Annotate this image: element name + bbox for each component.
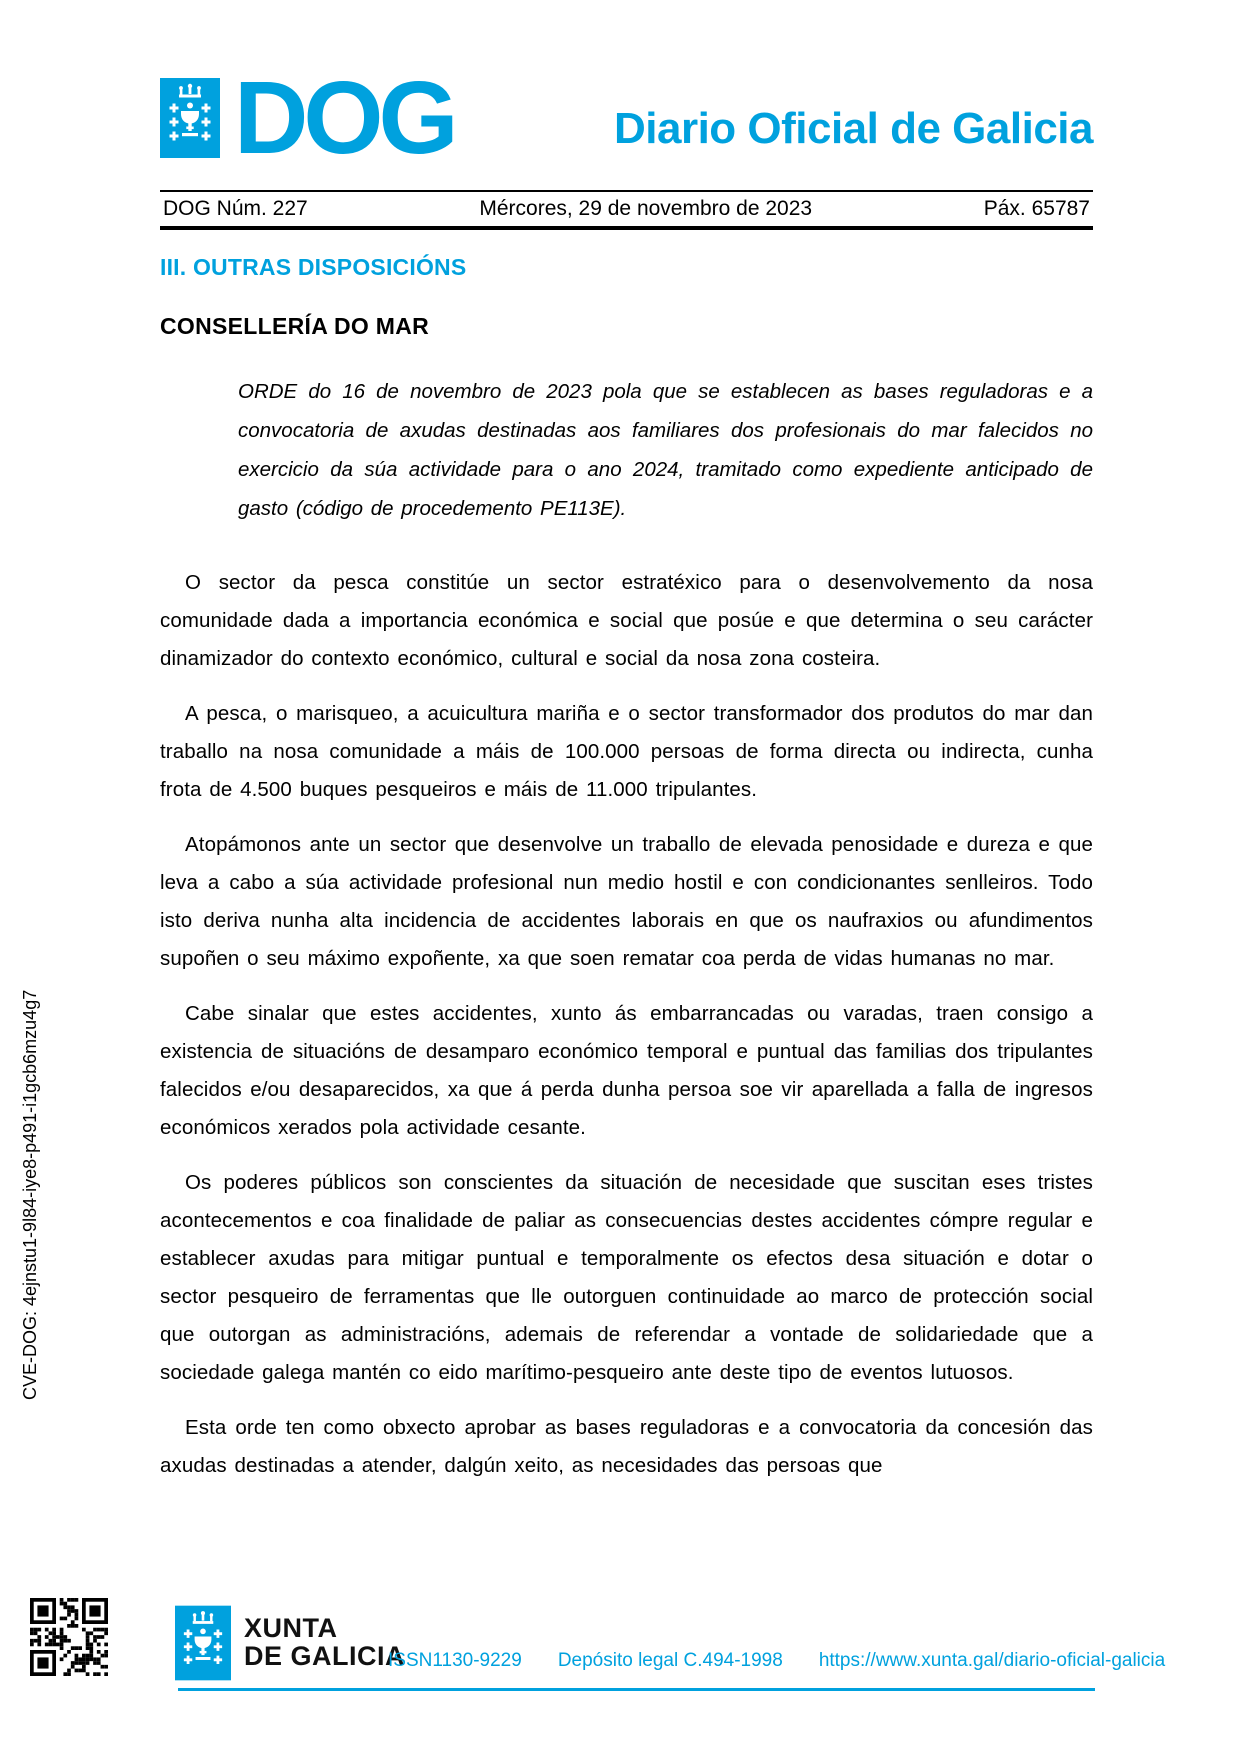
body-paragraph: O sector da pesca constitúe un sector estratéxico para o desenvolvemento da nosa comunidade dada a importancia económica e social que posúe e que determina o seu carácter dinamizador do contexto económico, cultural e social da nosa zona costeira. xyxy=(160,571,1093,670)
issue-metabar xyxy=(160,190,1093,230)
dog-wordmark: DOG xyxy=(234,60,454,175)
issue-number: DOG Núm. 227 xyxy=(163,197,308,220)
galician-shield-icon xyxy=(160,78,220,158)
xunta-logo-line2: DE GALICIA xyxy=(244,1641,406,1671)
order-title: ORDE do 16 de novembro de 2023 pola que se establecen as bases reguladoras e a convocatoria de axudas destinadas aos familiares dos profesionais do mar falecidos no exercicio da súa actividade para o ano 2024, tramitado como expediente anticipado de gasto (código de procedemento PE113E). xyxy=(238,380,1093,520)
footer-accent-rule xyxy=(178,1688,1095,1691)
journal-url-link[interactable]: https://www.xunta.gal/diario-oficial-galicia xyxy=(818,1650,1166,1671)
xunta-logo-line1: XUNTA xyxy=(244,1613,338,1643)
qr-code xyxy=(30,1598,108,1676)
body-paragraph: Os poderes públicos son conscientes da situación de necesidade que suscitan eses tristes acontecementos e coa finalidade de paliar as consecuencias destes accidentes cómpre regular e establecer axudas para mitigar puntual e temporalmente os efectos desa situación e dotar o sector pesqueiro de ferramentas que lle outorguen continuidade ao marco de protección social que outorgan as administracións, ademais de referendar a vontade de solidariedade que a sociedade galega mantén co eido marítimo-pesqueiro ante deste tipo de eventos lutuosos. xyxy=(160,1171,1093,1384)
masthead-title: Diario Oficial de Galicia xyxy=(613,104,1093,153)
body-paragraphs xyxy=(160,564,1093,1485)
department-heading: CONSELLERÍA DO MAR xyxy=(160,313,430,339)
footer-meta xyxy=(388,1650,1165,1672)
cve-code-vertical: CVE-DOG: 4ejnstu1-9l84-iye8-p491-i1gcb6mzu4g7 xyxy=(20,989,40,1400)
body-paragraph: Cabe sinalar que estes accidentes, xunto ás embarrancadas ou varadas, traen consigo a existencia de situacións de desamparo económico temporal e puntual das familias dos tripulantes falecidos e/ou desaparecidos, xa que á perda dunha persoa soe vir aparellada a falla de ingresos económicos xerados pola actividade cesante. xyxy=(160,1002,1093,1139)
legal-deposit-label: Depósito legal C.494-1998 xyxy=(557,1650,783,1671)
body-paragraph: A pesca, o marisqueo, a acuicultura mariña e o sector transformador dos produtos do mar dan traballo na nosa comunidade a máis de 100.000 persoas de forma directa ou indirecta, cunha frota de 4.500 buques pesqueiros e máis de 11.000 tripulantes. xyxy=(160,702,1093,801)
issue-date: Mércores, 29 de novembro de 2023 xyxy=(479,197,813,220)
xunta-logo-text xyxy=(244,1604,405,1682)
dog-logo xyxy=(160,60,454,175)
body-paragraph: Atopámonos ante un sector que desenvolve un traballo de elevada penosidade e dureza e que leva a cabo a súa actividade profesional nun medio hostil e con condicionantes senlleiros. Todo isto deriva nunha alta incidencia de accidentes laborais en que os naufraxios ou afundimentos supoñen o seu máximo expoñente, xa que soen rematar coa perda de vidas humanas no mar. xyxy=(160,833,1093,970)
issn-label: ISSN1130-9229 xyxy=(388,1650,522,1671)
document-body xyxy=(160,254,1093,1485)
galician-shield-icon xyxy=(175,1604,231,1682)
section-heading: III. OUTRAS DISPOSICIÓNS xyxy=(160,254,467,280)
page-number: Páx. 65787 xyxy=(983,197,1090,220)
page-header xyxy=(160,60,1093,175)
page-footer xyxy=(0,1594,1240,1724)
xunta-de-galicia-logo xyxy=(175,1604,405,1682)
body-paragraph: Esta orde ten como obxecto aprobar as bases reguladoras e a convocatoria da concesión das axudas destinadas a atender, dalgún xeito, as necesidades das persoas que xyxy=(160,1416,1093,1477)
